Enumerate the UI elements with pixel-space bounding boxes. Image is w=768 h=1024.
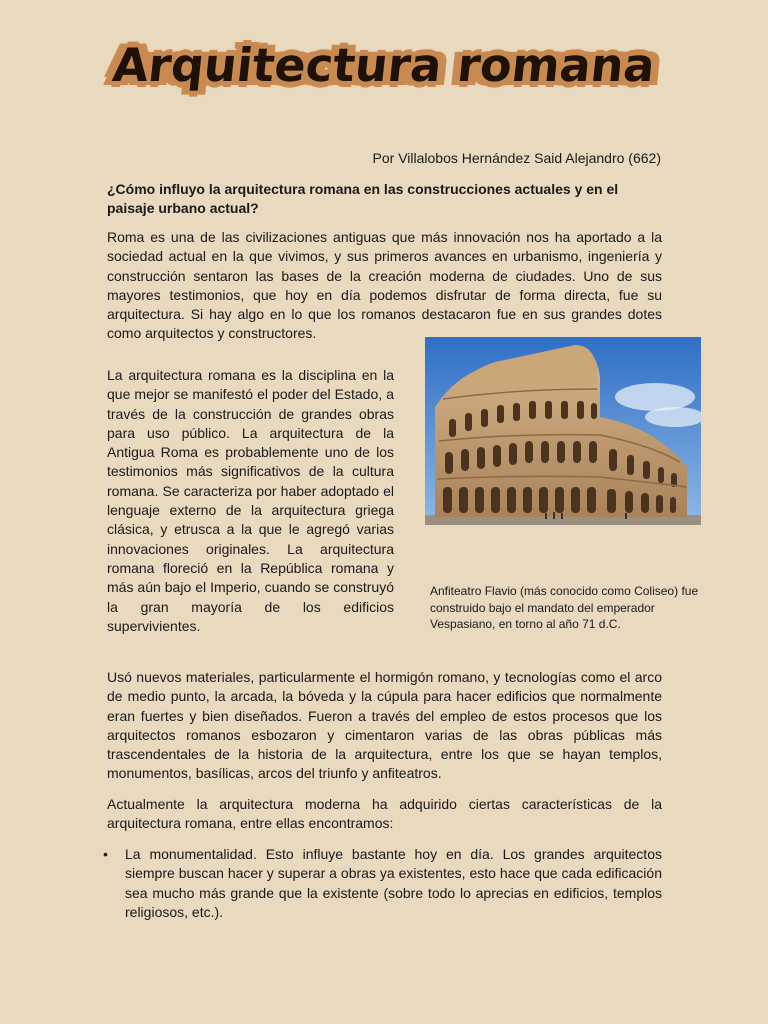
paragraph-modern: Actualmente la arquitectura moderna ha adquirido ciertas características de la arquitectura romana, entre ellas encontramos: bbox=[107, 796, 662, 832]
photo-caption: Anfiteatro Flavio (más conocido como Coliseo) fue construido bajo el mandato del emperador Vespasiano, en torno al año 71 d.C. bbox=[430, 584, 699, 631]
title-banner bbox=[0, 22, 768, 112]
paragraph-materials: Usó nuevos materiales, particularmente el hormigón romano, y tecnologías como el arco de medio punto, la arcada, la bóveda y la cúpula para hacer edificios que normalmente eran fuertes y bien diseñados. Fueron a través del empleo de estos procesos que los arquitectos romanos esbozaron y cimentaron varias de las obras públicas más trascendentales de la historia de la arquitectura, entre los que se hayan templos, monumentos, basílicas, arcos del triunfo y anfiteatros. bbox=[107, 669, 662, 782]
list-item-text: La monumentalidad. Esto influye bastante hoy en día. Los grandes arquitectos siempre buscan hacer y superar a obras ya existentes, esto hace que cada edificación sea mucho más grande que la existente (sobre todo lo aprecias en edificios, templos religiosos, etc.). bbox=[125, 846, 662, 920]
bullet-icon: • bbox=[103, 846, 108, 862]
paragraph-intro: Roma es una de las civilizaciones antiguas que más innovación nos ha aportado a la sociedad actual en la que vivimos, y sus primeros avances en urbanismo, ingeniería y construcción sentaron las bases de la creación moderna de ciudades. Uno de sus mayores testimonios, que hoy en día podemos disfrutar de forma directa, fue su arquitectura. Si hay algo en lo que los romanos destacaron fue en sus grandes dotes como arquitectos y constructores. bbox=[107, 229, 662, 342]
list-item bbox=[103, 845, 662, 922]
page-title: Arquitectura romana bbox=[110, 38, 658, 92]
question-heading: ¿Cómo influyo la arquitectura romana en las construcciones actuales y en el paisaje urbano actual? bbox=[107, 181, 619, 216]
colosseum-photo bbox=[425, 337, 701, 525]
author-line: Por Villalobos Hernández Said Alejandro (662) bbox=[372, 150, 661, 166]
characteristics-list bbox=[103, 845, 662, 922]
paragraph-state-power: La arquitectura romana es la disciplina en la que mejor se manifestó el poder del Estado, a través de la construcción de grandes obras para uso público. La arquitectura de la Antigua Roma es probablemente uno de los testimonios más significativos de la cultura romana. Se caracteriza por haber adoptado el lenguaje externo de la arquitectura griega clásica, y etrusca a la que le agregó varias innovaciones originales. La arquitectura romana floreció en la República romana y más aún bajo el Imperio, cuando se construyó la gran mayoría de los edificios supervivientes. bbox=[107, 367, 394, 634]
